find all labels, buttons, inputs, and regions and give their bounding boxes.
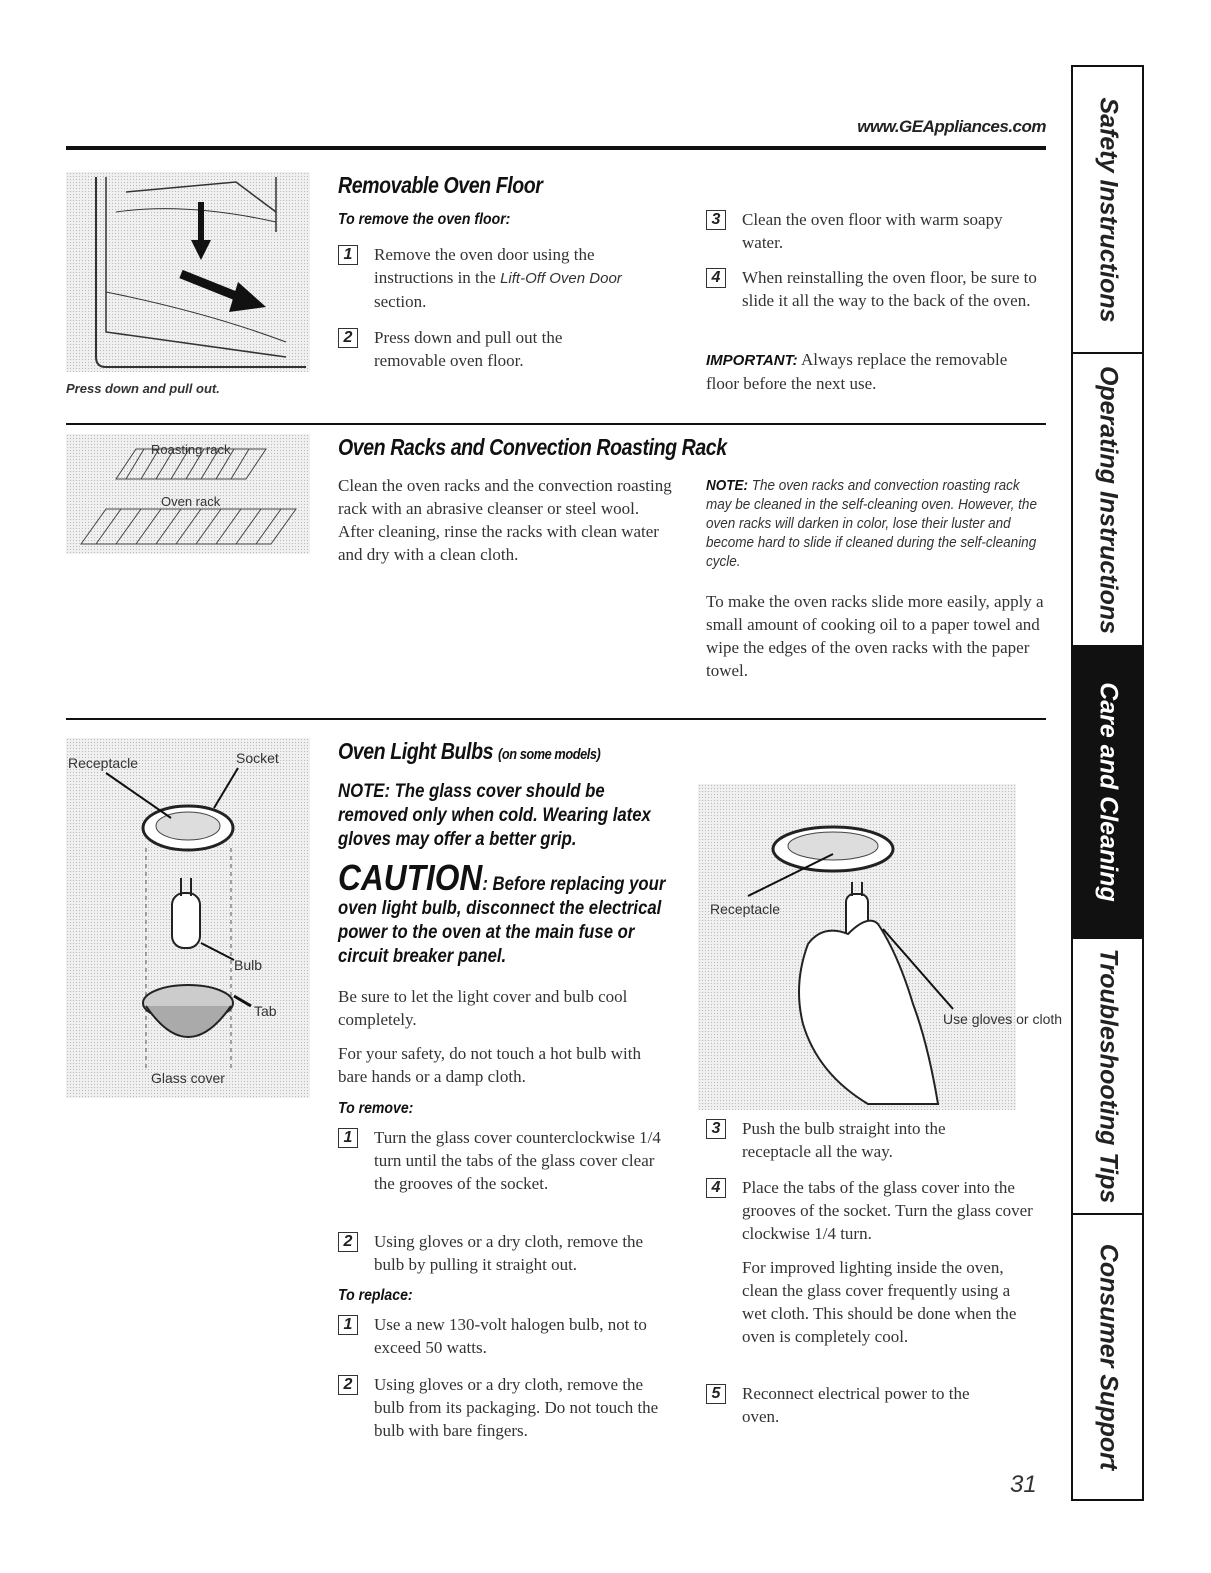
section-tabs-sidebar xyxy=(1071,65,1144,1501)
improved-lighting-text: For improved lighting inside the oven, clean the glass cover frequently using a wet cloth. This should be done when the oven is completely cool. xyxy=(742,1258,1017,1346)
section-title-light-bulbs xyxy=(338,738,600,765)
replace-step-2 xyxy=(338,1373,678,1442)
step-text: When reinstalling the oven floor, be sure to slide it all the way to the back of the oven. xyxy=(742,268,1037,310)
important-note xyxy=(706,348,1026,395)
step-number: 1 xyxy=(338,1128,358,1148)
step-number: 2 xyxy=(338,1232,358,1252)
remove-step-2 xyxy=(338,1230,678,1276)
section-divider xyxy=(66,718,1046,720)
step-number: 2 xyxy=(338,328,358,348)
website-url: www.GEAppliances.com xyxy=(857,117,1046,136)
light-bulb-parts-illustration xyxy=(66,738,310,1098)
floor-step-3 xyxy=(706,208,1006,254)
tab-care-and-cleaning[interactable] xyxy=(1073,647,1142,939)
replace-step-4 xyxy=(706,1176,1051,1245)
gloves-label: Use gloves or cloth xyxy=(943,1011,1063,1027)
important-label: IMPORTANT: xyxy=(706,352,798,369)
tab-label: Tab xyxy=(254,1003,277,1019)
step-number: 1 xyxy=(338,245,358,265)
tab-label: Troubleshooting Tips xyxy=(1094,948,1122,1204)
racks-note xyxy=(706,476,1044,571)
light-bulb-parts-diagram xyxy=(66,738,310,1098)
floor-step-2 xyxy=(338,326,638,372)
subtitle-to-replace: To replace: xyxy=(338,1287,413,1304)
step-text: Using gloves or a dry cloth, remove the bulb from its packaging. Do not touch the bulb with bare fingers. xyxy=(374,1375,659,1440)
tab-troubleshooting-tips[interactable] xyxy=(1073,939,1142,1215)
roasting-rack-label: Roasting rack xyxy=(151,442,231,457)
step-number: 3 xyxy=(706,1119,726,1139)
replace-step-1 xyxy=(338,1313,678,1359)
tab-safety-instructions[interactable] xyxy=(1073,67,1142,354)
cool-completely-text: Be sure to let the light cover and bulb cool completely. xyxy=(338,987,628,1029)
tab-consumer-support[interactable] xyxy=(1073,1215,1142,1499)
page-number: 31 xyxy=(1010,1471,1037,1498)
tab-label: Safety Instructions xyxy=(1094,96,1122,323)
receptacle-label: Receptacle xyxy=(68,755,139,771)
important-text: Always replace the removable floor before the next use. xyxy=(706,350,1008,393)
bulb-install-illustration xyxy=(698,784,1063,1110)
subtitle-to-remove: To remove: xyxy=(338,1100,414,1117)
step-text: Using gloves or a dry cloth, remove the bulb by pulling it straight out. xyxy=(374,1232,644,1274)
replace-step-5 xyxy=(706,1382,1026,1428)
caution-notice xyxy=(338,857,713,969)
receptacle-label-2: Receptacle xyxy=(710,901,781,917)
caution-text: : Before replacing your oven light bulb, disconnect the electrical power to the oven at the main fuse or circuit breaker panel. xyxy=(338,874,666,967)
safety-text: For your safety, do not touch a hot bulb with bare hands or a damp cloth. xyxy=(338,1044,641,1086)
section-title-oven-racks: Oven Racks and Convection Roasting Rack xyxy=(338,434,727,460)
step-text: Press down and pull out the removable oven floor. xyxy=(374,328,563,370)
title-qualifier: (on some models) xyxy=(498,746,601,763)
racks-tip: To make the oven racks slide more easily, apply a small amount of cooking oil to a paper towel and wipe the edges of the oven racks with the paper towel. xyxy=(706,592,1044,680)
step-text: Use a new 130-volt halogen bulb, not to exceed 50 watts. xyxy=(374,1315,647,1357)
step-number: 1 xyxy=(338,1315,358,1335)
note-text: The oven racks and convection roasting rack may be cleaned in the self-cleaning oven. However, the oven racks will darken in color, lose their luster and become hard to slide if cleaned during the self-cleaning cycle. xyxy=(706,477,1037,570)
step-emphasis: Lift-Off Oven Door xyxy=(500,270,622,287)
oven-racks-diagram xyxy=(66,434,310,554)
floor-step-1 xyxy=(338,243,678,313)
step-number: 5 xyxy=(706,1384,726,1404)
oven-floor-illustration xyxy=(66,172,310,372)
bulb-install-diagram xyxy=(698,784,1063,1110)
tab-label: Operating Instructions xyxy=(1094,365,1122,634)
step-text: Remove the oven door using the instructions in the xyxy=(374,245,595,287)
oven-racks-illustration xyxy=(66,434,310,554)
step-text-end: section. xyxy=(374,292,427,311)
step-number: 4 xyxy=(706,1178,726,1198)
replace-step-3 xyxy=(706,1117,1026,1163)
remove-step-1 xyxy=(338,1126,678,1195)
section-divider xyxy=(66,423,1046,425)
step-text: Reconnect electrical power to the oven. xyxy=(742,1384,970,1426)
tab-label: Care and Cleaning xyxy=(1094,682,1122,902)
step-number: 2 xyxy=(338,1375,358,1395)
section-title-oven-floor: Removable Oven Floor xyxy=(338,172,543,198)
subtitle-remove-floor: To remove the oven floor: xyxy=(338,211,511,228)
socket-label: Socket xyxy=(236,750,279,766)
title-main: Oven Light Bulbs xyxy=(338,738,494,764)
bulb-label: Bulb xyxy=(234,957,263,973)
caution-word: CAUTION xyxy=(338,857,483,898)
oven-floor-caption: Press down and pull out. xyxy=(66,381,220,396)
glass-cover-note: NOTE: The glass cover should be removed only when cold. Wearing latex gloves may offer a better grip. xyxy=(338,781,651,850)
oven-rack-label: Oven rack xyxy=(161,494,221,509)
oven-floor-diagram xyxy=(66,172,310,372)
tab-operating-instructions[interactable] xyxy=(1073,354,1142,647)
step-text: Push the bulb straight into the receptacle all the way. xyxy=(742,1119,946,1161)
step-number: 3 xyxy=(706,210,726,230)
step-number: 4 xyxy=(706,268,726,288)
note-label: NOTE: xyxy=(706,477,749,494)
floor-step-4 xyxy=(706,266,1051,312)
step-text: Place the tabs of the glass cover into the grooves of the socket. Turn the glass cover clockwise 1/4 turn. xyxy=(742,1178,1033,1243)
header-rule xyxy=(66,146,1046,150)
tab-label: Consumer Support xyxy=(1094,1243,1122,1471)
step-text: Clean the oven floor with warm soapy water. xyxy=(742,210,1003,252)
racks-cleaning-text: Clean the oven racks and the convection roasting rack with an abrasive cleanser or steel wool. After cleaning, rinse the racks with clean water and dry with a clean cloth. xyxy=(338,476,672,564)
step-text: Turn the glass cover counterclockwise 1/4 turn until the tabs of the glass cover clear the grooves of the socket. xyxy=(374,1128,661,1193)
glass-cover-label: Glass cover xyxy=(151,1070,225,1086)
